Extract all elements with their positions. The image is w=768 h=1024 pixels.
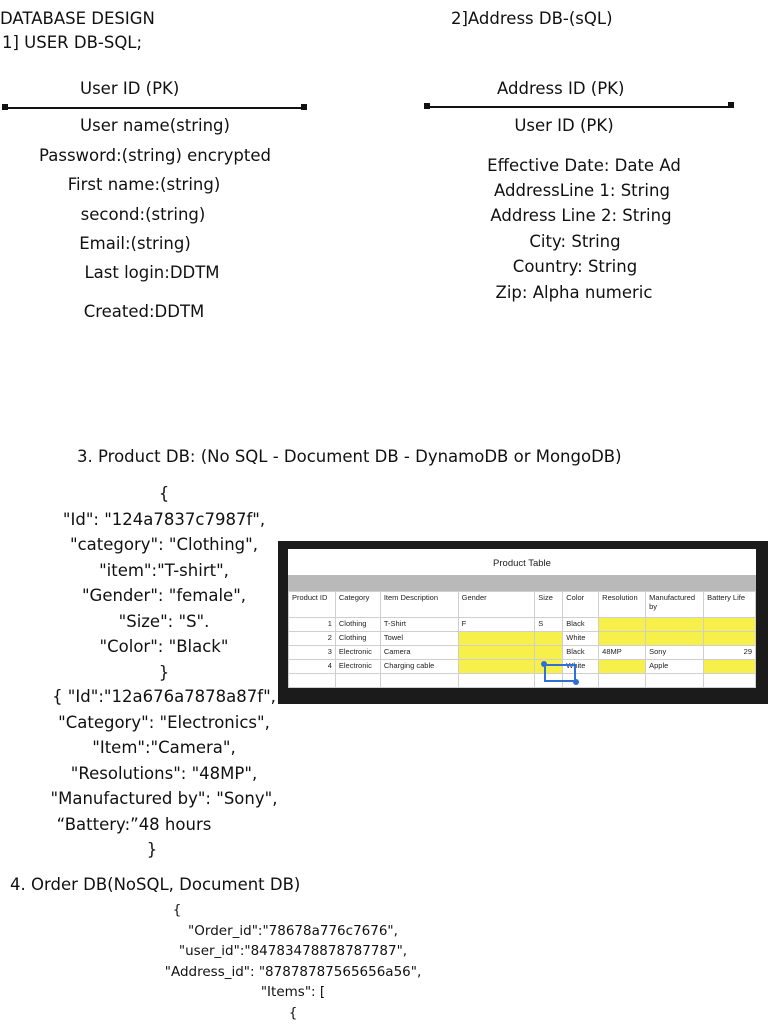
table-cell[interactable] — [458, 646, 535, 660]
user-field: second:(string) — [80, 205, 206, 224]
table-cell[interactable]: 3 — [289, 646, 336, 660]
user-field: First name:(string) — [67, 175, 221, 194]
json-line: "Item":"Camera", — [92, 738, 236, 757]
address-db-heading: 2]Address DB-(sQL) — [451, 9, 613, 28]
json-line: "Gender": "female", — [81, 586, 247, 605]
table-row — [289, 646, 756, 660]
user-field: User name(string) — [80, 116, 230, 135]
table-cell[interactable] — [535, 646, 563, 660]
product-db-heading: 3. Product DB: (No SQL - Document DB - DynamoDB or MongoDB) — [77, 447, 622, 466]
address-db-pk: Address ID (PK) — [497, 79, 625, 98]
column-header[interactable]: Battery Life — [704, 592, 756, 618]
json-line: "Color": "Black" — [99, 637, 229, 656]
address-field: Address Line 2: String — [490, 206, 672, 225]
table-cell[interactable] — [704, 660, 756, 674]
spreadsheet — [288, 549, 756, 688]
line-endpoint — [728, 102, 734, 108]
column-header[interactable]: Resolution — [599, 592, 646, 618]
address-field: Zip: Alpha numeric — [495, 283, 653, 302]
json-line: "Address_id": "87878787565656a56", — [164, 963, 422, 980]
table-cell[interactable] — [458, 660, 535, 674]
order-db-heading: 4. Order DB(NoSQL, Document DB) — [10, 875, 301, 894]
user-field: Password:(string) encrypted — [39, 146, 271, 165]
table-cell[interactable]: 1 — [289, 618, 336, 632]
table-row — [289, 674, 756, 688]
table-cell[interactable] — [535, 632, 563, 646]
table-cell[interactable]: Towel — [380, 632, 458, 646]
table-cell[interactable]: Camera — [380, 646, 458, 660]
table-cell[interactable]: Clothing — [335, 618, 380, 632]
table-cell[interactable]: T-Shirt — [380, 618, 458, 632]
product-table-image — [278, 541, 768, 704]
selection-handle[interactable] — [573, 679, 579, 685]
json-line: "Order_id":"78678a776c7676", — [188, 922, 398, 939]
product-document-1 — [20, 481, 308, 685]
user-field: Last login:DDTM — [84, 263, 220, 282]
column-header[interactable]: Category — [335, 592, 380, 618]
json-line: "Size": "S". — [118, 611, 210, 631]
user-db-heading: 1] USER DB-SQL; — [2, 33, 143, 52]
order-document — [160, 900, 426, 1023]
table-cell[interactable]: Apple — [646, 660, 704, 674]
table-row — [289, 632, 756, 646]
table-cell[interactable]: S — [535, 618, 563, 632]
table-cell[interactable] — [335, 674, 380, 688]
table-cell[interactable] — [599, 674, 646, 688]
table-cell[interactable] — [458, 674, 535, 688]
product-table-title: Product Table — [493, 558, 551, 569]
json-line: "Resolutions": "48MP", — [70, 763, 258, 783]
address-field: Effective Date: Date Ad — [487, 156, 681, 175]
json-line: "user_id":"84783478878787787", — [178, 943, 408, 959]
table-cell[interactable] — [599, 660, 646, 674]
page-title: DATABASE DESIGN — [0, 9, 155, 28]
table-cell[interactable]: Black — [563, 646, 599, 660]
json-line: } — [158, 662, 170, 682]
table-cell[interactable] — [380, 674, 458, 688]
table-cell[interactable]: 2 — [289, 632, 336, 646]
divider-line — [427, 106, 733, 108]
table-cell[interactable]: White — [563, 660, 599, 674]
json-line: "Items": [ — [260, 984, 326, 1000]
json-line: } — [146, 840, 158, 859]
user-field: Created:DDTM — [83, 302, 205, 321]
table-cell[interactable]: 4 — [289, 660, 336, 674]
table-cell[interactable] — [458, 632, 535, 646]
user-field: Email:(string) — [79, 234, 191, 253]
table-cell[interactable]: Sony — [646, 646, 704, 660]
json-line: "Category": "Electronics", — [58, 712, 270, 732]
table-cell[interactable]: 29 — [704, 646, 756, 660]
table-cell[interactable] — [599, 618, 646, 632]
selection-handle[interactable] — [541, 661, 547, 667]
cell-selection-box[interactable] — [544, 664, 576, 682]
table-cell[interactable]: 48MP — [599, 646, 646, 660]
address-field: City: String — [529, 232, 621, 251]
table-cell[interactable]: White — [563, 632, 599, 646]
table-header-row — [289, 592, 756, 618]
table-cell[interactable] — [289, 674, 336, 688]
table-cell[interactable]: F — [458, 618, 535, 632]
table-cell[interactable] — [704, 632, 756, 646]
json-line: { — [158, 484, 170, 503]
table-row — [289, 660, 756, 674]
address-field: Country: String — [512, 257, 638, 276]
table-cell[interactable]: Charging cable — [380, 660, 458, 674]
json-line: { — [288, 1004, 298, 1021]
json-line: "Id": "124a7837c7987f", — [62, 509, 266, 529]
divider-line — [4, 107, 306, 109]
table-cell[interactable] — [646, 674, 704, 688]
table-cell[interactable]: Black — [563, 618, 599, 632]
json-line: “Battery:”48 hours — [56, 814, 212, 834]
product-table — [288, 591, 756, 688]
product-document-2 — [20, 684, 308, 863]
address-field: AddressLine 1: String — [494, 181, 670, 200]
column-header[interactable]: Color — [563, 592, 599, 618]
line-endpoint — [301, 104, 307, 110]
table-cell[interactable]: Clothing — [335, 632, 380, 646]
table-cell[interactable] — [599, 632, 646, 646]
user-db-pk: User ID (PK) — [80, 79, 180, 98]
column-header[interactable]: Manufactured by — [646, 592, 704, 618]
table-cell[interactable]: Electronic — [335, 646, 380, 660]
table-cell[interactable] — [704, 618, 756, 632]
table-cell[interactable] — [704, 674, 756, 688]
column-header[interactable]: Size — [535, 592, 563, 618]
table-cell[interactable] — [646, 632, 704, 646]
json-line: { "Id":"12a676a7878a87f", — [52, 687, 276, 706]
column-header[interactable]: Gender — [458, 592, 535, 618]
column-header[interactable]: Product ID — [289, 592, 336, 618]
table-cell[interactable] — [646, 618, 704, 632]
table-cell[interactable]: Electronic — [335, 660, 380, 674]
json-line: "Manufactured by": "Sony", — [50, 789, 278, 808]
json-line: "item":"T-shirt", — [99, 560, 229, 580]
table-row — [289, 618, 756, 632]
json-line: "category": "Clothing", — [70, 535, 258, 554]
spreadsheet-header-band — [288, 575, 756, 591]
json-line: { — [172, 902, 182, 918]
address-fk: User ID (PK) — [514, 116, 614, 135]
column-header[interactable]: Item Description — [380, 592, 458, 618]
